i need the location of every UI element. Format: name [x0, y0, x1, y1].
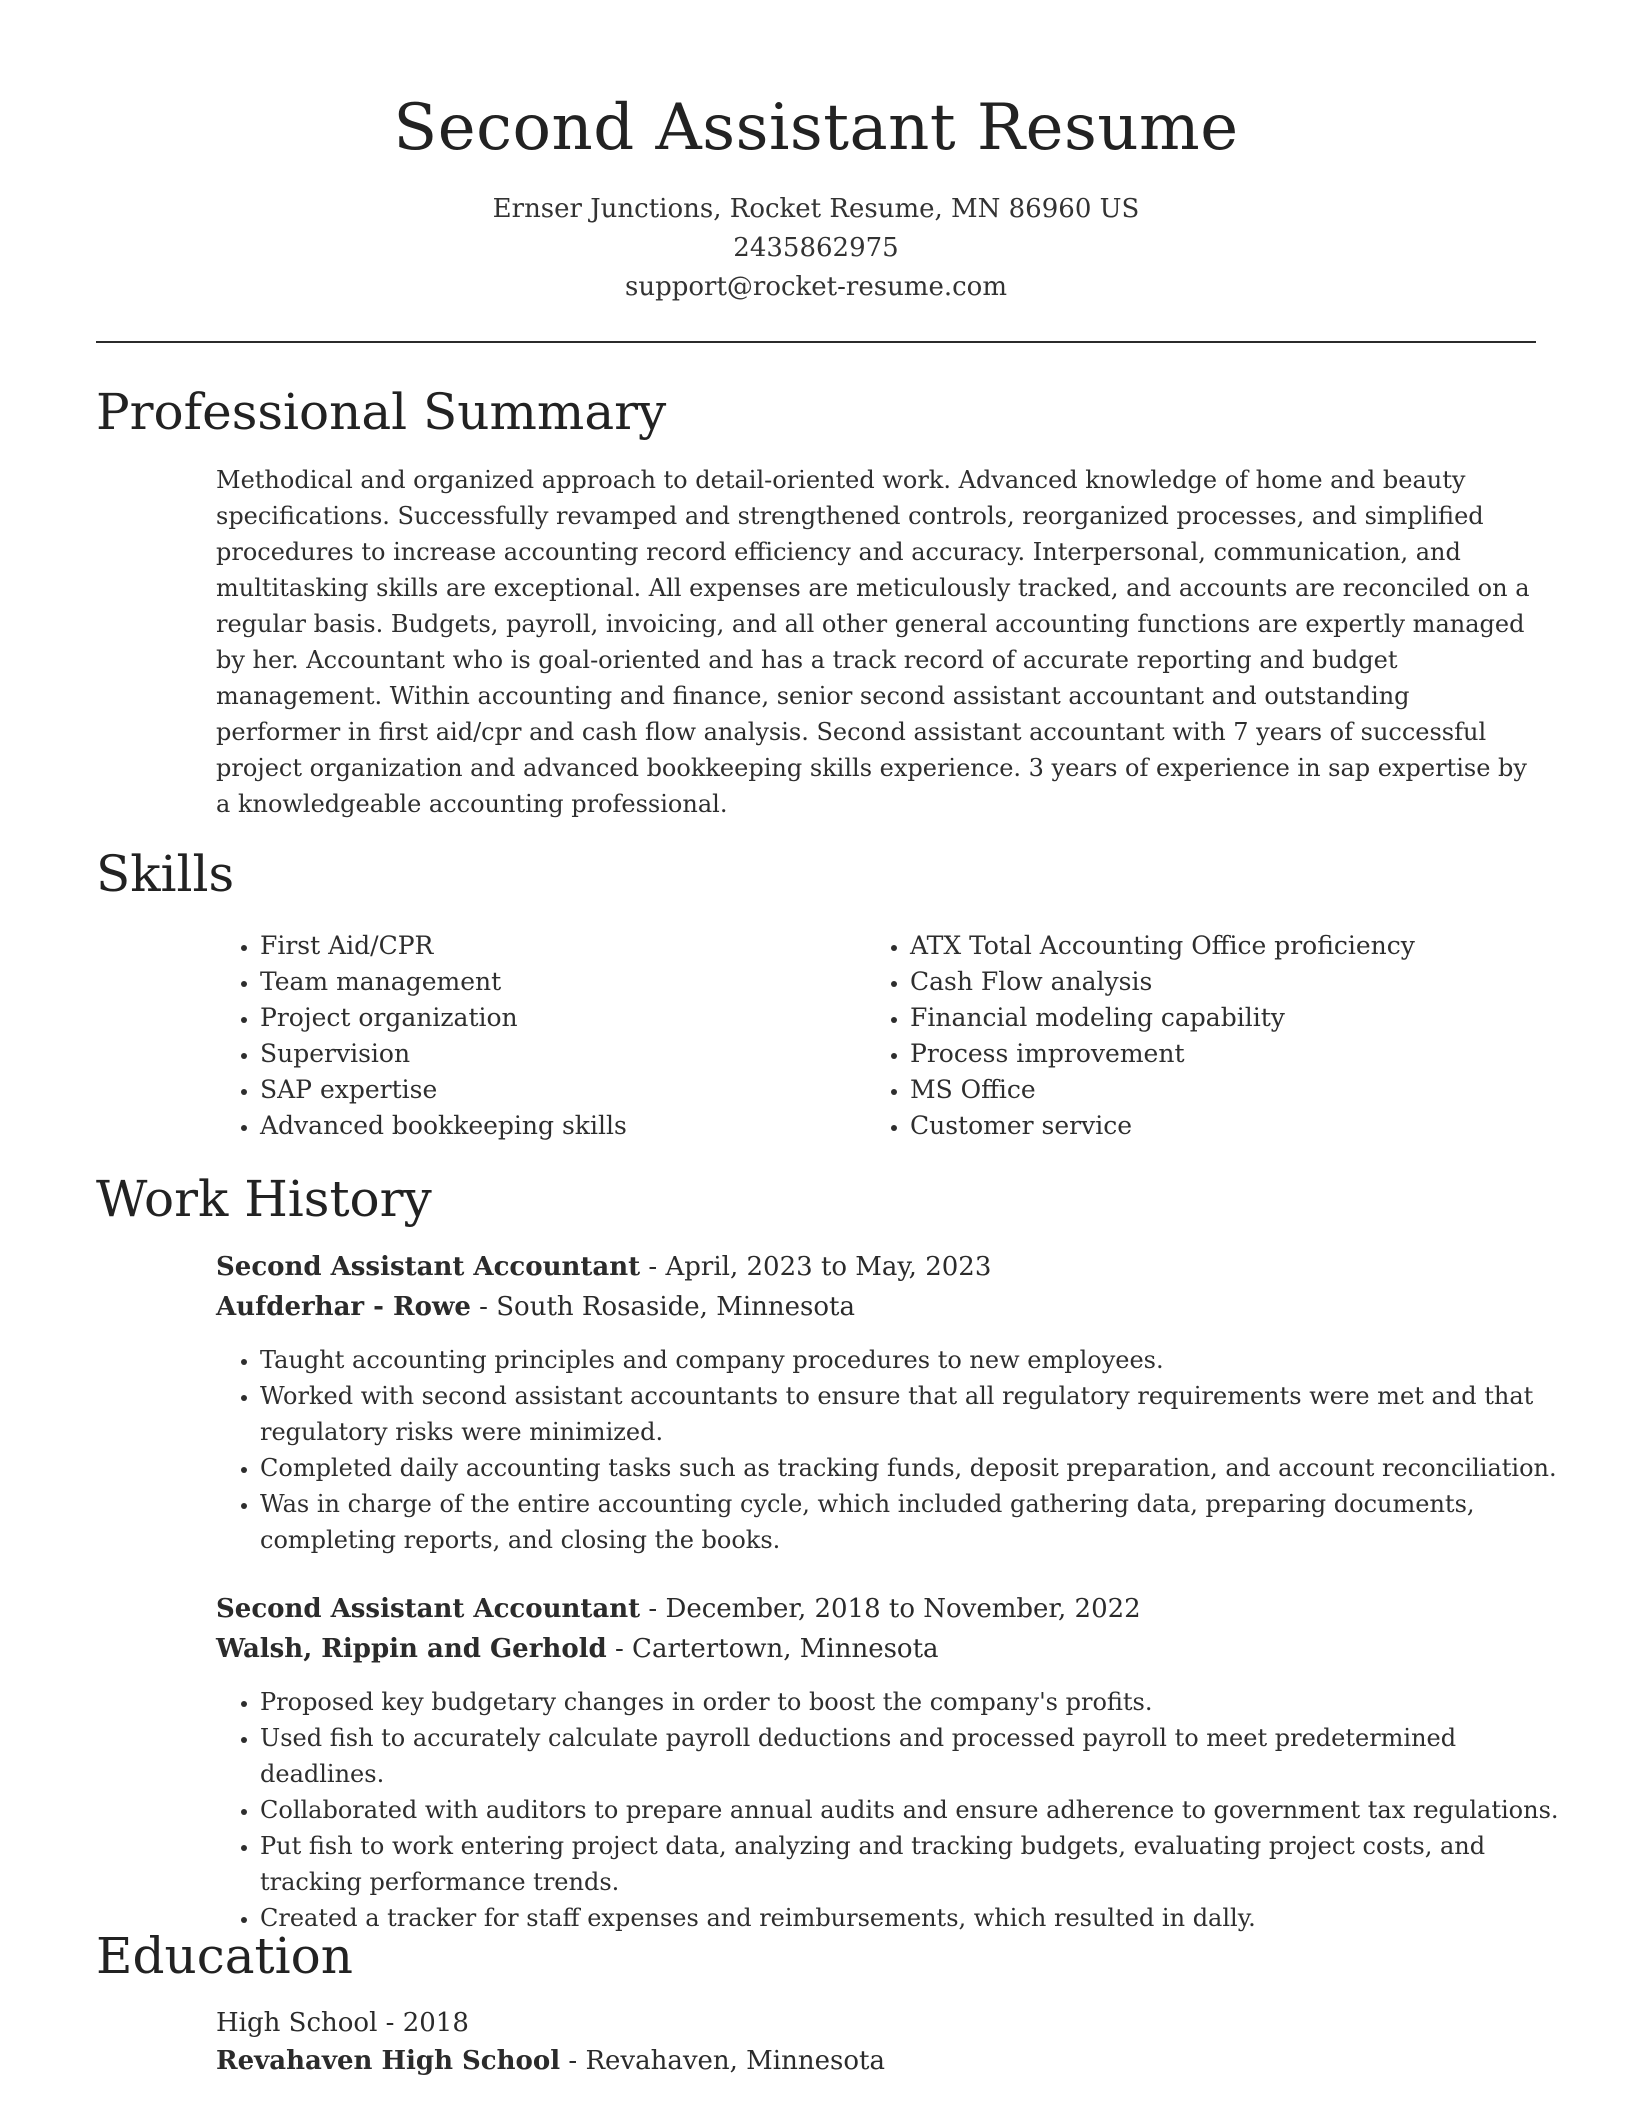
skills-heading: Skills	[96, 845, 235, 903]
skill-item: • Process improvement	[910, 1036, 1580, 1072]
job-bullet: • Was in charge of the entire accounting cycle, which included gathering data, preparing documents, completing reports, and closing the books.	[260, 1486, 1580, 1558]
education-degree-line: High School - 2018	[216, 2008, 469, 2038]
work-history-heading: Work History	[96, 1170, 432, 1228]
job-2-location: Cartertown, Minnesota	[632, 1634, 939, 1664]
summary-text: Methodical and organized approach to detail-oriented work. Advanced knowledge of home and beauty specifications. Successfully revamped and strengthened controls, reorganized processes, and simplified procedures to increase accounting record efficiency and accuracy. Interpersonal, communication, and multitasking skills are exceptional. All expenses are meticulously tracked, and accounts are reconciled on a regular basis. Budgets, payroll, invoicing, and all other general accounting functions are expertly managed by her. Accountant who is goal-oriented and has a track record of accurate reporting and budget management. Within accounting and finance, senior second assistant accountant and outstanding performer in first aid/cpr and cash flow analysis. Second assistant accountant with 7 years of successful project organization and advanced bookkeeping skills experience. 3 years of experience in sap expertise by a knowledgeable accounting professional.	[216, 466, 1530, 818]
skill-item: • ATX Total Accounting Office proficiency	[910, 928, 1580, 964]
resume-header	[96, 80, 1536, 307]
job-bullet: • Worked with second assistant accountants to ensure that all regulatory requirements were met and that regulatory risks were minimized.	[260, 1378, 1580, 1450]
job-1-dates: April, 2023 to May, 2023	[665, 1252, 992, 1282]
summary-heading: Professional Summary	[96, 383, 667, 441]
skill-item: • Supervision	[260, 1036, 860, 1072]
skills-list-left	[216, 928, 860, 1144]
job-2-company: Walsh, Rippin and Gerhold	[216, 1634, 607, 1664]
job-bullet: • Proposed key budgetary changes in order to boost the company's profits.	[260, 1684, 1580, 1720]
job-2-company-line: Walsh, Rippin and Gerhold - Cartertown, Minnesota	[216, 1634, 939, 1664]
skill-item: • Advanced bookkeeping skills	[260, 1108, 860, 1144]
job-1-title-line: Second Assistant Accountant - April, 2023 to May, 2023	[216, 1252, 992, 1282]
contact-address: Ernser Junctions, Rocket Resume, MN 86960 US	[492, 194, 1140, 224]
skill-item: • Cash Flow analysis	[910, 964, 1580, 1000]
job-bullet: • Used fish to accurately calculate payroll deductions and processed payroll to meet predetermined deadlines.	[260, 1720, 1580, 1792]
job-bullet: • Completed daily accounting tasks such as tracking funds, deposit preparation, and account reconciliation.	[260, 1450, 1580, 1486]
education-year: 2018	[402, 2008, 469, 2038]
education-school: Revahaven High School	[216, 2046, 561, 2076]
job-2-bullets	[216, 1684, 1580, 1936]
skill-item: • First Aid/CPR	[260, 928, 860, 964]
job-2-role: Second Assistant Accountant	[216, 1594, 641, 1624]
skill-item: • Project organization	[260, 1000, 860, 1036]
job-1-location: South Rosaside, Minnesota	[496, 1292, 855, 1322]
contact-email: support@rocket-resume.com	[624, 272, 1007, 302]
job-bullet: • Collaborated with auditors to prepare annual audits and ensure adherence to government tax regulations.	[260, 1792, 1580, 1828]
skill-item: • Customer service	[910, 1108, 1580, 1144]
job-bullet: • Put fish to work entering project data, analyzing and tracking budgets, evaluating project costs, and tracking performance trends.	[260, 1828, 1580, 1900]
education-degree: High School	[216, 2008, 378, 2038]
header-divider	[96, 341, 1536, 343]
job-bullet: • Created a tracker for staff expenses and reimbursements, which resulted in dally.	[260, 1900, 1580, 1936]
job-1-role: Second Assistant Accountant	[216, 1252, 641, 1282]
job-bullet: • Taught accounting principles and company procedures to new employees.	[260, 1342, 1580, 1378]
job-2-title-line: Second Assistant Accountant - December, 2018 to November, 2022	[216, 1594, 1141, 1624]
job-1-company: Aufderhar - Rowe	[216, 1292, 471, 1322]
job-1-bullets	[216, 1342, 1580, 1558]
skill-item: • Financial modeling capability	[910, 1000, 1580, 1036]
job-1-company-line: Aufderhar - Rowe - South Rosaside, Minnesota	[216, 1292, 855, 1322]
job-2-dates: December, 2018 to November, 2022	[665, 1594, 1141, 1624]
education-heading: Education	[96, 1927, 353, 1985]
skill-item: • MS Office	[910, 1072, 1580, 1108]
skill-item: • SAP expertise	[260, 1072, 860, 1108]
education-location: Revahaven, Minnesota	[585, 2046, 885, 2076]
skills-list-right	[866, 928, 1580, 1144]
skill-item: • Team management	[260, 964, 860, 1000]
education-school-line: Revahaven High School - Revahaven, Minnesota	[216, 2046, 885, 2076]
contact-phone: 2435862975	[733, 233, 899, 263]
resume-title: Second Assistant Resume	[393, 91, 1239, 165]
